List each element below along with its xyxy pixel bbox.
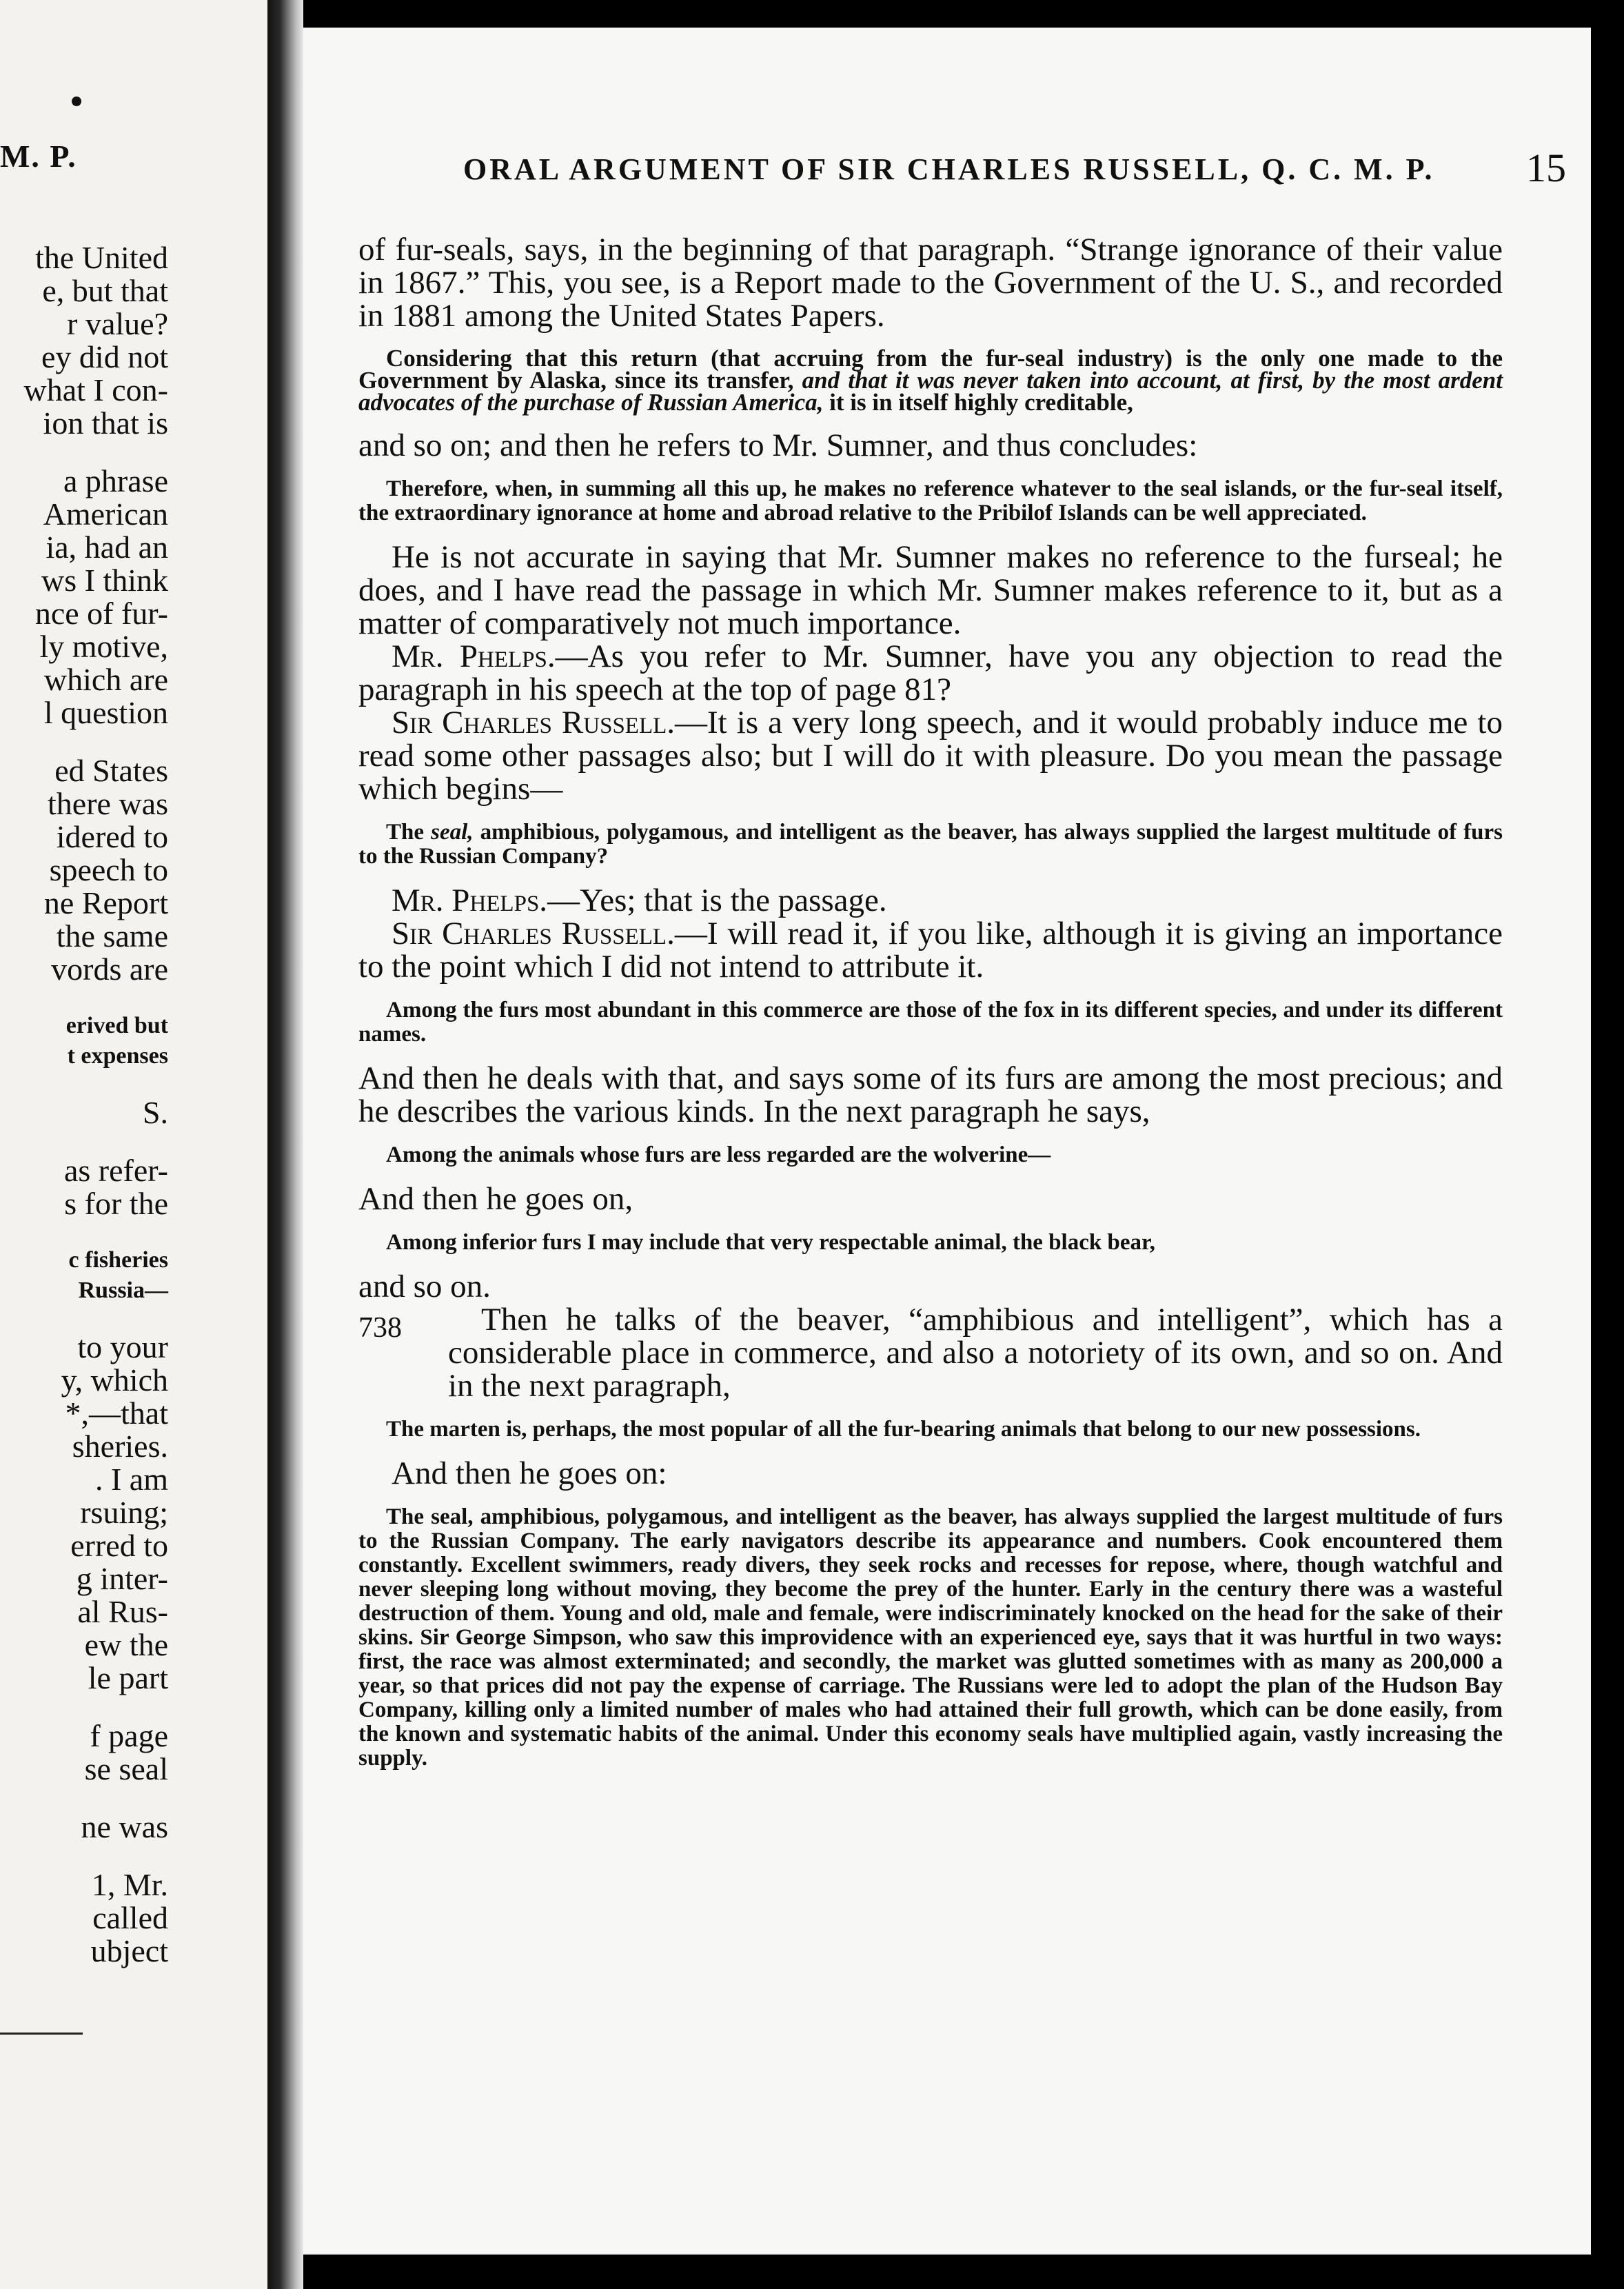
- left-page-line: f page: [90, 1718, 168, 1753]
- book-gutter: [267, 0, 303, 2289]
- margin-page-reference: 738: [358, 1312, 402, 1344]
- left-page-line: the United: [35, 240, 168, 275]
- left-page-line: ed States: [54, 753, 168, 788]
- block-quote: The seal, amphibious, polygamous, and intelligent as the beaver, has always supplied the largest multitude of furs to the Russian Company?: [358, 820, 1503, 869]
- left-page-line: ia, had an: [45, 530, 168, 565]
- left-page-line: g inter-: [76, 1561, 168, 1596]
- block-quote: Among the furs most abundant in this commerce are those of the fox in its different species, and under its different names.: [358, 998, 1503, 1047]
- block-quote: Among the animals whose furs are less regarded are the wolverine—: [386, 1142, 1051, 1167]
- running-title: ORAL ARGUMENT OF SIR CHARLES RUSSELL, Q. C. M. P.: [463, 152, 1435, 186]
- running-header: [463, 145, 1566, 207]
- left-page-line: to your: [77, 1329, 168, 1364]
- dialogue-paragraph: Sir Charles Russell.—It is a very long speech, and it would probably induce me to read some other passages also; but I will do it with pleasure. Do you mean the passage which begins—: [358, 705, 1503, 807]
- speaker-name: Sir Charles Russell.: [392, 705, 676, 740]
- left-page-line: erived but: [65, 1013, 168, 1038]
- left-page-line: ly motive,: [39, 629, 168, 664]
- left-page-line: s for the: [64, 1186, 168, 1221]
- speaker-name: Sir Charles Russell.: [392, 916, 675, 951]
- left-page-line: which are: [43, 662, 168, 697]
- left-page-line: ion that is: [43, 405, 168, 441]
- left-page-line: rsuing;: [80, 1495, 168, 1530]
- left-page-line: sheries.: [72, 1429, 168, 1464]
- left-page-line: called: [92, 1900, 168, 1935]
- left-page-line: speech to: [49, 852, 168, 887]
- left-page-line: 1, Mr.: [91, 1867, 168, 1902]
- left-page-line: t expenses: [67, 1043, 168, 1069]
- left-page-line: ubject: [90, 1933, 168, 1968]
- speaker-name: Mr. Phelps.: [392, 883, 548, 918]
- left-page-line: vords are: [51, 951, 168, 987]
- left-page-line: ne was: [81, 1809, 168, 1844]
- left-page-line: ne Report: [43, 885, 168, 920]
- left-page-line: there was: [48, 786, 168, 821]
- left-page-line: ew the: [84, 1627, 168, 1662]
- dialogue-paragraph: Mr. Phelps.—As you refer to Mr. Sumner, have you any objection to read the paragraph in his speech at the top of page 81?: [358, 638, 1503, 707]
- left-page-line: ws I think: [41, 563, 168, 598]
- left-page-line: *,—that: [65, 1395, 168, 1431]
- page-edge: [1591, 28, 1624, 2255]
- block-quote: Considering that this return (that accruing from the fur-seal industry) is the only one made to the Government by Alaska, since its transfer, and that it was never taken into account, at first, by the most ardent advocates of the purchase of Russian America, it is in itself highly creditable,: [358, 345, 1503, 416]
- left-page-header: M. P.: [0, 139, 77, 174]
- paragraph: And then he goes on:: [392, 1455, 667, 1491]
- left-page-line: e, but that: [42, 273, 168, 308]
- left-page-line: l question: [43, 695, 168, 730]
- left-page-line: se seal: [84, 1751, 168, 1786]
- left-page-line: r value?: [67, 306, 168, 341]
- left-page-text: [0, 241, 168, 1968]
- left-page-line: idered to: [56, 819, 168, 854]
- left-page-line: erred to: [70, 1528, 168, 1563]
- paragraph: of fur-seals, says, in the beginning of that paragraph. “Strange ignorance of their value in 1867.” This, you see, is a Report made to the Government of the U. S., and recorded in 1881 among the United States Papers.: [358, 232, 1503, 334]
- ink-dot: [72, 97, 81, 106]
- page-number: 15: [1526, 145, 1566, 190]
- left-page-line: . I am: [94, 1462, 168, 1497]
- left-page-line: y, which: [61, 1362, 168, 1398]
- left-page-rule: [0, 2033, 83, 2035]
- paragraph: and so on; and then he refers to Mr. Sumner, and thus concludes:: [358, 427, 1198, 463]
- dialogue-paragraph: Mr. Phelps.—Yes; that is the passage.: [392, 883, 887, 918]
- left-page-line: S.: [142, 1095, 168, 1130]
- dialogue-paragraph: Sir Charles Russell.—I will read it, if you like, although it is giving an importance to the point which I did not intend to attribute it.: [358, 916, 1503, 985]
- left-page-line: le part: [88, 1660, 168, 1695]
- paragraph: And then he goes on,: [358, 1181, 633, 1217]
- left-page-line: c fisheries: [68, 1247, 168, 1273]
- block-quote: The seal, amphibious, polygamous, and intelligent as the beaver, has always supplied the largest multitude of furs to the Russian Company. The early navigators describe its appearance and numbers. Cook encountered them constantly. Excellent swimmers, ready divers, they seek rocks and recesses for repose, where, though watchful and never sleeping long without moving, they become the prey of the hunter. Early in the century there was a wasteful destruction of them. Young and old, male and female, were indiscriminately knocked on the head for the sake of their skins. Sir George Simpson, who saw this improvidence with an experienced eye, says that it was hurtful in two ways: first, the race was almost exterminated; and secondly, the market was glutted sometimes with as many as 200,000 a year, so that prices did not pay the expense of carriage. The Russians were led to adopt the plan of the Hudson Bay Company, killing only a limited number of males who had attained their full growth, which can be done easily, from the known and systematic habits of the animal. Under this economy seals have multiplied again, vastly increasing the supply.: [358, 1504, 1503, 1771]
- left-page-line: as refer-: [63, 1153, 168, 1188]
- left-page-line: a phrase: [63, 463, 168, 498]
- speaker-name: Mr. Phelps.: [392, 638, 556, 674]
- page-body: [358, 233, 1503, 1786]
- paragraph: and so on.: [358, 1269, 491, 1304]
- block-quote: Therefore, when, in summing all this up, he makes no reference whatever to the seal islands, or the fur-seal itself, the extraordinary ignorance at home and abroad relative to the Pribilof Islands can be well appreciated.: [358, 476, 1503, 525]
- right-page: [303, 28, 1592, 2255]
- block-quote: The marten is, perhaps, the most popular of all the fur-bearing animals that belong to our new possessions.: [386, 1417, 1421, 1442]
- left-page-line: nce of fur-: [34, 596, 168, 631]
- paragraph: And then he deals with that, and says some of its furs are among the most precious; and he describes the various kinds. In the next paragraph he says,: [358, 1060, 1503, 1129]
- left-page-line: Russia—: [78, 1278, 168, 1303]
- paragraph: Then he talks of the beaver, “amphibious and intelligent”, which has a considerable place in commerce, and also a notoriety of its own, and so on. And in the next paragraph,: [448, 1302, 1503, 1404]
- left-page: [0, 0, 269, 2289]
- left-page-line: ey did not: [41, 339, 168, 374]
- margin-note-row: [358, 1303, 1503, 1402]
- left-page-line: the same: [56, 918, 168, 954]
- left-page-line: American: [43, 496, 168, 532]
- left-page-line: what I con-: [23, 372, 168, 407]
- block-quote: Among inferior furs I may include that very respectable animal, the black bear,: [386, 1230, 1155, 1255]
- paragraph: He is not accurate in saying that Mr. Sumner makes no reference to the furseal; he does, and I have read the passage in which Mr. Sumner makes reference to it, but as a matter of comparatively not much importance.: [358, 539, 1503, 641]
- left-page-line: al Rus-: [77, 1594, 168, 1629]
